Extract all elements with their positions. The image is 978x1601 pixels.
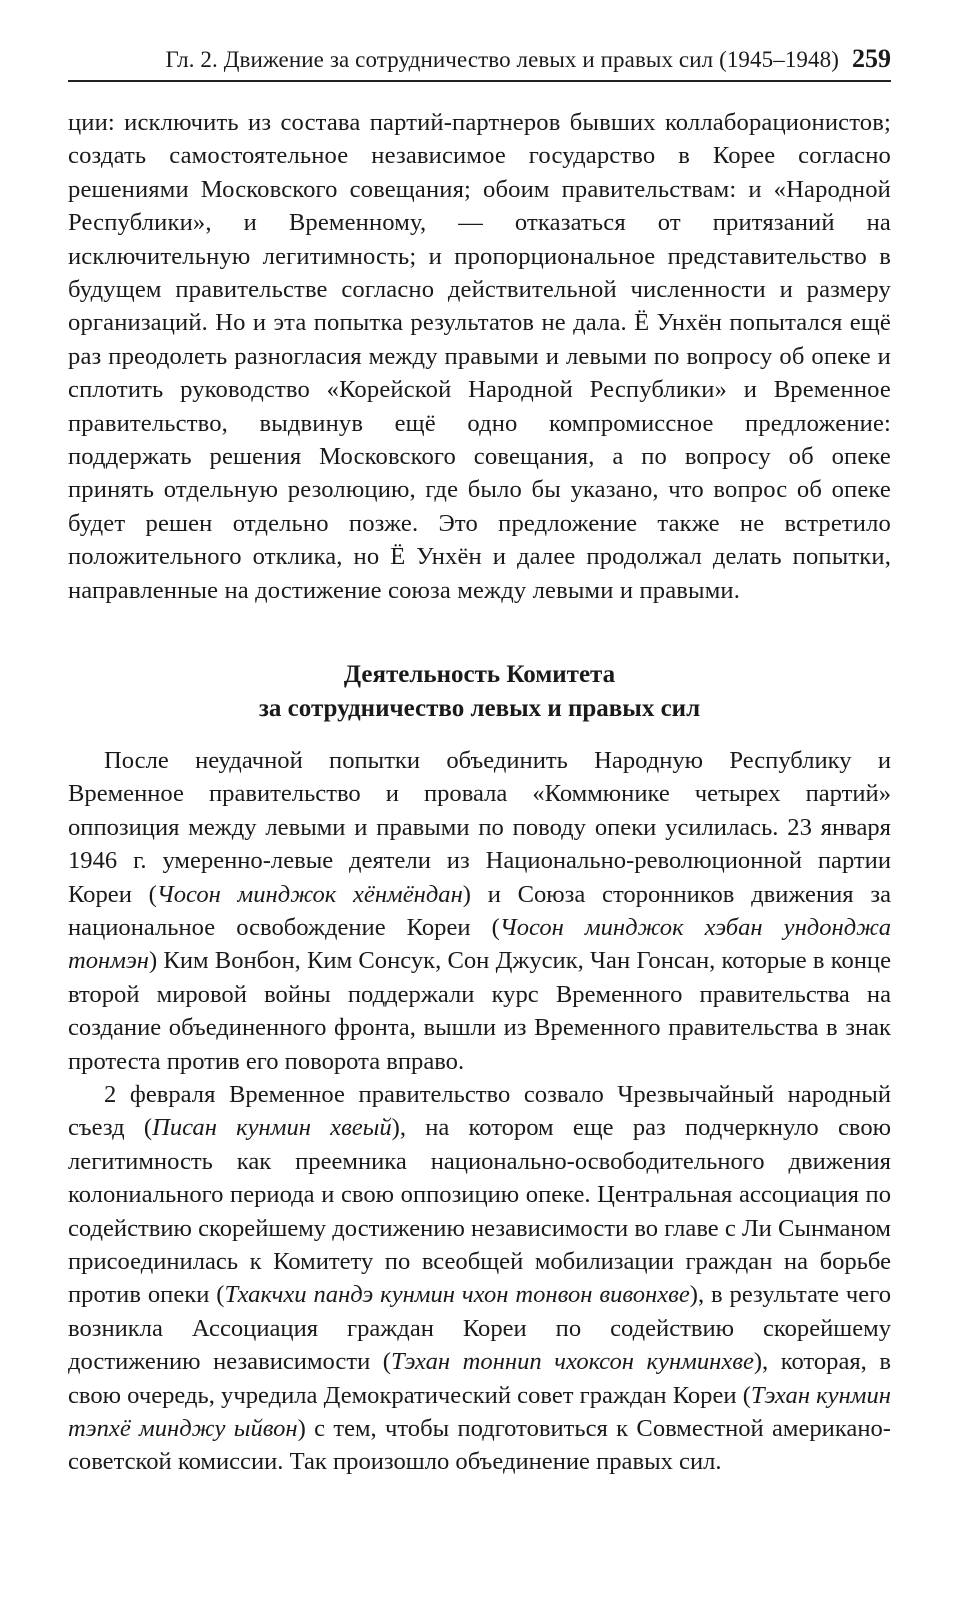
text-run: ), на котором еще раз подчеркнуло свою легитимность как преемника национально-освободительного движения колониального периода и свою оппозицию опеке. Центральная ассоциация по содействию скорейшему достижению независимости во главе с Ли Сынманом присоединилась к Комитету по всеобщей мобилизации граждан на борьбе против опеки ( bbox=[68, 1114, 891, 1309]
text-run: ), которая, в свою очередь, учредила Демократический совет граждан Кореи ( bbox=[68, 1348, 891, 1409]
paragraph bbox=[68, 106, 891, 607]
paragraph bbox=[68, 1078, 891, 1479]
page-number: 259 bbox=[852, 44, 891, 73]
text-run: ) Ким Вонбон, Ким Сонсук, Сон Джусик, Чан Гонсан, которые в конце второй мировой войны поддержали курс Временного правительства на создание объединенного фронта, вышли из Временного правительства в знак протеста против его поворота вправо. bbox=[68, 947, 891, 1075]
italic-term: Писан кунмин хвеый bbox=[152, 1114, 392, 1142]
text-run: ции: исключить из состава партий-партнеров бывших коллаборационистов; создать самостоятельное независимое государство в Корее согласно решениями Московского совещания; обоим правительствам: и «Народной Республики», и Временному, — отказаться от притязаний на исключительную легитимность; и пропорциональное представительство в будущем правительстве согласно действительной численности и размеру организаций. Но и эта попытка результатов не дала. Ё Унхён попытался ещё раз преодолеть разногласия между правыми и левыми по вопросу об опеке и сплотить руководство «Корейской Народной Республики» и Временное правительство, выдвинув ещё одно компромиссное предложение: поддержать решения Московского совещания, а по вопросу об опеке принять отдельную резолюцию, где было бы указано, что вопрос об опеке будет решен отдельно позже. Это предложение также не встретило положительного отклика, но Ё Унхён и далее продолжал делать попытки, направленные на достижение союза между левыми и правыми. bbox=[68, 109, 891, 604]
running-title: Гл. 2. Движение за сотрудничество левых и правых сил (1945–1948) bbox=[165, 47, 839, 72]
running-header bbox=[68, 44, 891, 82]
italic-term: Чосон минджок хэбан ундонджа тонмэн bbox=[68, 913, 891, 975]
text-run: 2 февраля Временное правительство созвало Чрезвычайный народный съезд ( bbox=[68, 1080, 891, 1142]
text-run: После неудачной попытки объединить Народную Республику и Временное правительство и провала «Коммюнике четырех партий» оппозиция между левыми и правыми по поводу опеки усилилась. 23 января 1946 г. умеренно-левые деятели из Национально-революционной партии Кореи ( bbox=[68, 746, 891, 908]
section-heading-line: Деятельность Комитета bbox=[343, 661, 616, 689]
italic-term: Тэхан кунмин тэпхё минджу ыйвон bbox=[68, 1381, 891, 1443]
italic-term: Тхакчхи пандэ кунмин чхон тонвон вивонхве bbox=[224, 1281, 690, 1309]
text-run: ), в результате чего возникла Ассоциация граждан Кореи по содействию скорейшему достижению независимости ( bbox=[68, 1281, 891, 1376]
text-run: ) и Союза сторонников движения за национальное освобождение Кореи ( bbox=[68, 880, 891, 941]
section-heading-line: за сотрудничество левых и правых сил bbox=[258, 694, 701, 722]
italic-term: Тэхан тоннип чхоксон кунминхве bbox=[391, 1348, 754, 1376]
text-run: ) с тем, чтобы подготовиться к Совместной американо-советской комиссии. Так произошло объединение правых сил. bbox=[68, 1415, 891, 1476]
italic-term: Чосон минджок хёнмёндан bbox=[156, 880, 463, 908]
section-heading bbox=[68, 658, 891, 725]
paragraph bbox=[68, 744, 891, 1078]
body-text bbox=[68, 106, 891, 1479]
